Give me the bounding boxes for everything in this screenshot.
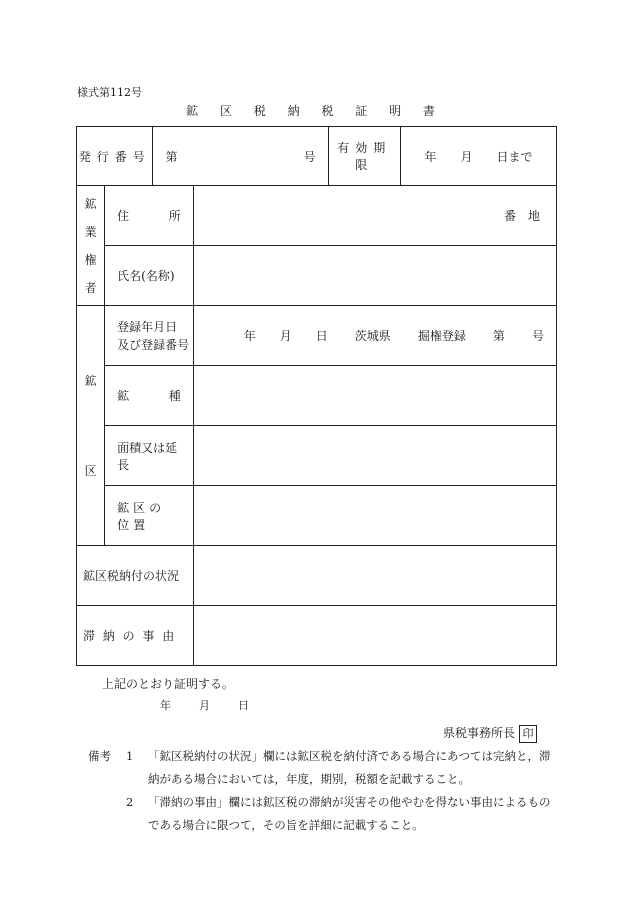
rights-holder-char-1: 鉱 xyxy=(84,197,97,211)
tax-status-field[interactable] xyxy=(193,546,556,606)
delinquency-label: 滞 納 の 事 由 xyxy=(77,606,194,666)
note-number-2: 2 xyxy=(126,795,134,809)
mining-area-group-label xyxy=(77,306,105,546)
note-item-2 xyxy=(88,791,568,814)
note-text-2-line-2: である場合に限つて，その旨を詳細に記載すること。 xyxy=(148,818,424,832)
note-text-1-line-2: 納がある場合においては，年度，期別，税額を記載すること。 xyxy=(148,772,470,786)
mineral-row xyxy=(77,366,557,426)
mineral-label-a: 鉱 xyxy=(117,389,130,403)
address-label-b: 所 xyxy=(168,209,181,223)
certificate-form-table xyxy=(76,126,557,666)
certification-date: 年 月 日 xyxy=(160,699,251,712)
name-label: 氏名(名称) xyxy=(105,246,194,306)
tax-status-label: 鉱区税納付の状況 xyxy=(77,546,194,606)
issue-number-label: 発行番号 xyxy=(77,127,153,186)
registration-number-prefix: 第 xyxy=(492,329,505,343)
certification-statement: 上記のとおり証明する。 xyxy=(102,677,235,691)
location-label: 鉱区の位置 xyxy=(105,486,194,546)
registration-date: 年 月 日 xyxy=(243,329,328,343)
mineral-label xyxy=(105,366,194,426)
registration-label xyxy=(105,306,194,366)
area-field[interactable] xyxy=(193,426,556,486)
issue-number-suffix: 号 xyxy=(303,149,316,164)
validity-field[interactable] xyxy=(401,127,557,186)
rights-holder-group-label xyxy=(77,186,105,306)
validity-label: 有効期限 xyxy=(328,127,400,186)
delinquency-row xyxy=(77,606,557,666)
delinquency-field[interactable] xyxy=(193,606,556,666)
mineral-label-b: 種 xyxy=(168,389,181,403)
registration-field[interactable] xyxy=(193,306,556,366)
note-text-2-line-1: 「滞納の事由」欄には鉱区税の滞納が災害その他やむを得ない事由によるもの xyxy=(148,795,551,809)
office-signature xyxy=(443,724,537,743)
notes-section xyxy=(88,745,568,837)
address-label xyxy=(105,186,194,246)
area-row xyxy=(77,426,557,486)
address-label-a: 住 xyxy=(117,209,130,223)
registration-type: 掘権登録 xyxy=(417,329,466,343)
form-number: 様式第112号 xyxy=(77,86,142,99)
name-row xyxy=(77,246,557,306)
mining-area-char-1: 鉱 xyxy=(84,374,97,388)
registration-number-suffix: 号 xyxy=(531,329,544,343)
notes-lead: 備考 xyxy=(88,749,111,763)
issue-row xyxy=(77,127,557,186)
rights-holder-char-4: 者 xyxy=(84,281,97,295)
rights-holder-char-3: 権 xyxy=(84,253,97,267)
document-title: 鉱 区 税 納 税 証 明 書 xyxy=(186,104,444,118)
tax-status-row xyxy=(77,546,557,606)
seal-mark: 印 xyxy=(519,725,537,743)
rights-holder-char-2: 業 xyxy=(84,225,97,239)
location-row xyxy=(77,486,557,546)
registration-label-line-1: 登録年月日 xyxy=(117,319,178,334)
address-row xyxy=(77,186,557,246)
note-number-1: 1 xyxy=(126,749,134,763)
issue-number-prefix: 第 xyxy=(165,149,178,164)
registration-row xyxy=(77,306,557,366)
mineral-field[interactable] xyxy=(193,366,556,426)
address-field[interactable] xyxy=(193,186,556,246)
address-value: 番 地 xyxy=(503,209,540,223)
name-field[interactable] xyxy=(193,246,556,306)
area-label: 面積又は延長 xyxy=(105,426,194,486)
issue-number-field[interactable] xyxy=(153,127,328,186)
registration-prefecture: 茨城県 xyxy=(354,329,391,343)
mining-area-char-2: 区 xyxy=(84,464,97,478)
location-field[interactable] xyxy=(193,486,556,546)
note-item-1 xyxy=(88,745,568,768)
registration-label-line-2: 及び登録番号 xyxy=(117,337,190,352)
validity-value: 年 月 日まで xyxy=(424,149,533,164)
office-title: 県税事務所長 xyxy=(443,726,516,740)
note-text-1-line-1: 「鉱区税納付の状況」欄には鉱区税を納付済である場合にあつては完納と，滞 xyxy=(148,749,551,763)
